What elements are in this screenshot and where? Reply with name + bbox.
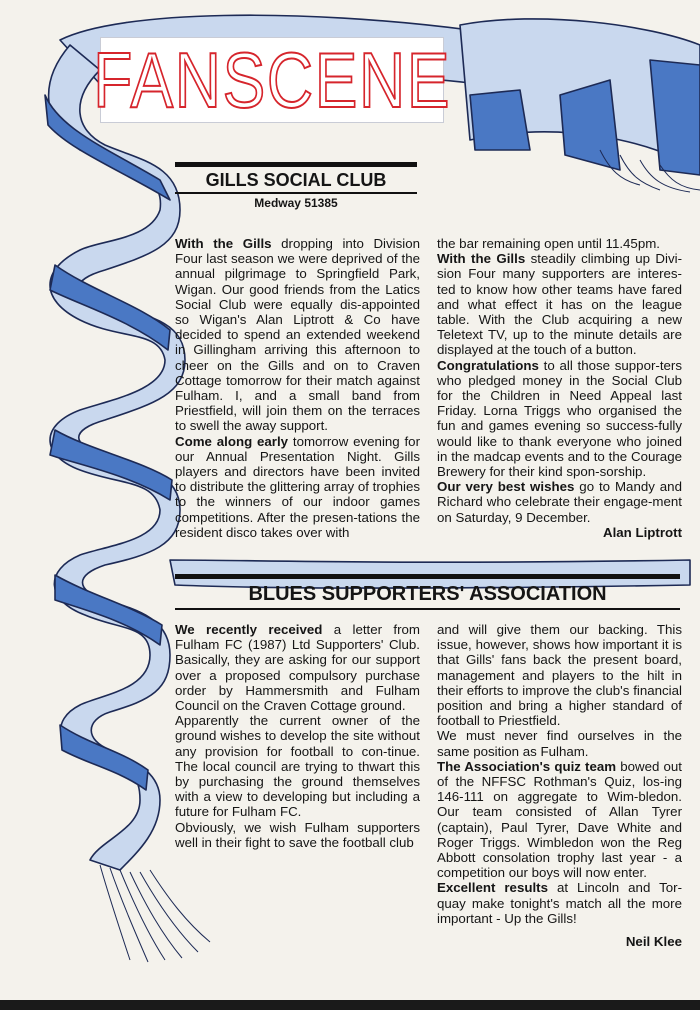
paragraph: Come along early tomorrow evening for our Annual Presentation Night. Gills players and directors have been invited to distribute the glittering array of trophies to the winners of our indoor games competitions. After the presen-tations the resident disco takes over with (175, 433, 421, 540)
paragraph: and will give them our backing. This issue, however, shows how important it is that Gills' fans back the present board, management and players to the hilt in their efforts to improve the club's financial position and bring a higher standard of football to Priestfield. (437, 622, 682, 729)
paragraph: With the Gills dropping into Division Four last season we were deprived of the annual pilgrimage to Springfield Park, Wigan. Our good friends from the Latics Social Club were equally dis-appointed so Wigan's Alan Liptrott & Co have decided to spend an extended weekend in Gillingham arriving this afternoon to cheer on the Gills and on to Craven Cottage tomorrow for their match against Fulham. I, and a small band from Priestfield, will join them on the terraces to swell the away support. (175, 236, 421, 434)
social-club-left-column (175, 236, 420, 540)
blues-heading: BLUES SUPPORTERS' ASSOCIATION (248, 583, 607, 605)
section-rule-top (175, 162, 417, 167)
section-rule-under (175, 192, 417, 194)
social-club-right-column (437, 236, 682, 540)
paragraph: Congratulations to all those suppor-ters who pledged money in the Social Club for the Children in Need Appeal last Friday. Lorna Triggs who organised the fun and games evening so success-fully would like to thank everyone who joined in the madcap events and to the Courage Brewery for their kind spon-sorship. (437, 357, 682, 480)
paragraph: Our very best wishes go to Mandy and Richard who celebrate their engage-ment on Saturday, 9 December. (437, 479, 682, 525)
page-bottom-border (0, 1000, 700, 1010)
social-club-heading: GILLS SOCIAL CLUB (205, 170, 387, 190)
paragraph: Apparently the current owner of the ground wishes to develop the site without any provision for football to con-tinue. The local council are trying to thwart this by purchasing the ground themselves with a view to developing but including a future for Fulham FC. (175, 713, 420, 820)
paragraph: We recently received a letter from Fulham FC (1987) Ltd Supporters' Club. Basically, they are asking for our support over a proposed compulsory purchase order by Hammersmith and Fulham Council on the Craven Cottage ground. (175, 622, 421, 714)
section-rule-top (175, 574, 680, 579)
masthead-logo (93, 36, 451, 124)
paragraph: the bar remaining open until 11.45pm. (437, 236, 660, 251)
paragraph: Obviously, we wish Fulham supporters well in their fight to save the football club (175, 819, 420, 850)
social-club-phone: Medway 51385 (254, 196, 338, 210)
blues-signature: Neil Klee (625, 934, 682, 950)
blues-right-column (437, 622, 682, 949)
masthead-title: FANSCENE (93, 36, 451, 124)
paragraph: With the Gills steadily climbing up Divi-sion Four many supporters are interes-ted to know how other teams have fared and what effect it has on the league table. With the Club acquiring a new Teletext TV, up to the minute details are displayed at the touch of a button. (437, 251, 682, 358)
paragraph: The Association's quiz team bowed out of the NFFSC Rothman's Quiz, los-ing 146-111 on aggregate to Wim-bledon. Our team consisted of Allan Tyrer (captain), Paul Tyrer, Dave White and Roger Triggs. Wimbledon won the Reg Abbott consolation trophy last year - a competition our boys will now enter. (437, 758, 682, 881)
paragraph: We must never find ourselves in the same position as Fulham. (437, 728, 682, 759)
blues-left-column (175, 622, 420, 850)
section-rule-under (175, 608, 680, 610)
paragraph: Excellent results at Lincoln and Tor-quay make tonight's match all the more important - Up the Gills! (437, 880, 682, 926)
social-club-signature: Alan Liptrott (602, 524, 682, 540)
